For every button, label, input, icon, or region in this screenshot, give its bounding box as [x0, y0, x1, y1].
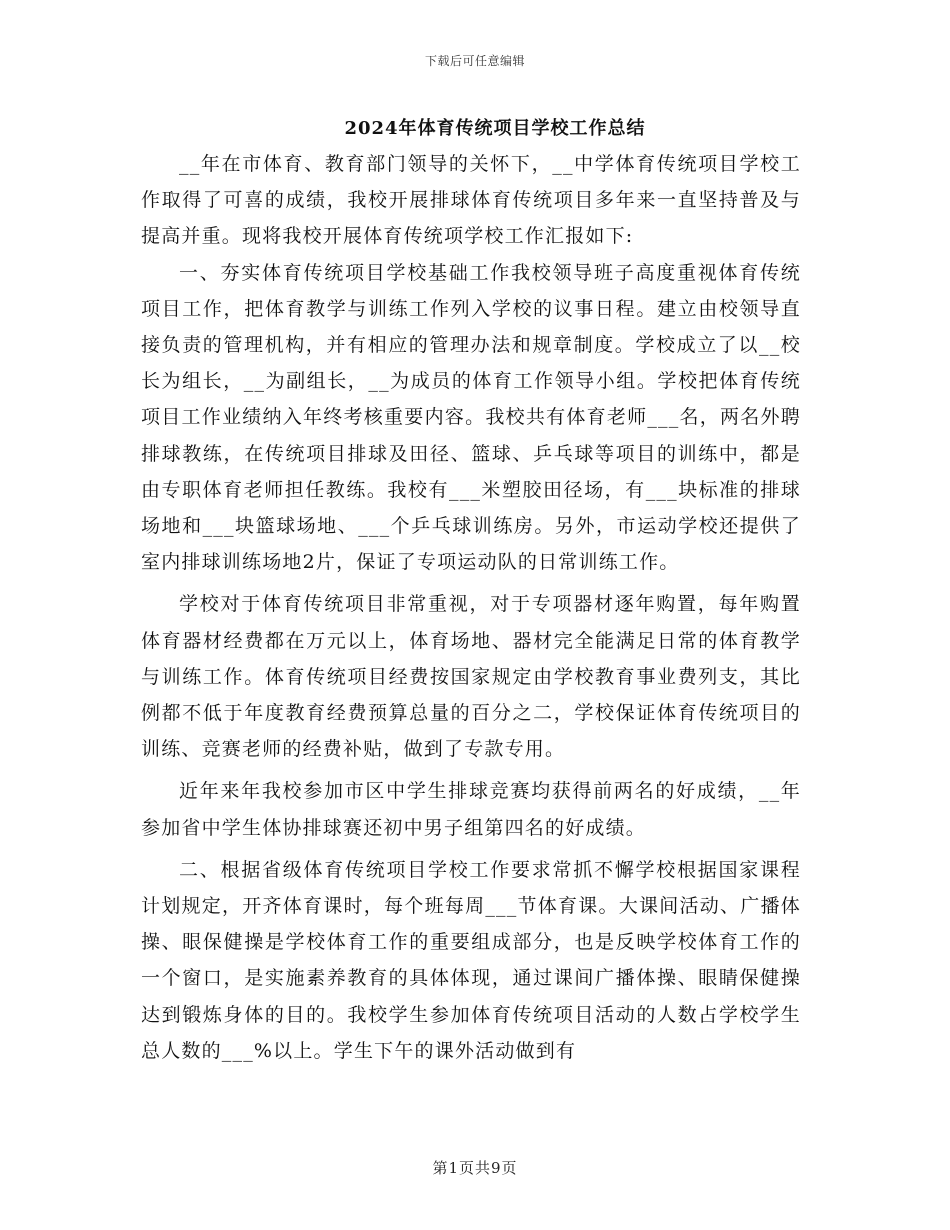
page-number: 第1页共9页 [432, 1159, 518, 1177]
paragraph-equipment: 学校对于体育传统项目非常重视，对于专项器材逐年购置，每年购置体育器材经费都在万元以上，体育场地、器材完全能满足日常的体育教学与训练工作。体育传统项目经费按国家规定由学校教育事业费列支，其比例都不低于年度教育经费预算总量的百分之二，学校保证体育传统项目的训练、竞赛老师的经费补贴，做到了专款专用。 [141, 593, 801, 761]
page-header-note: 下载后可任意编辑 [424, 54, 525, 68]
paragraph-section-two: 二、根据省级体育传统项目学校工作要求常抓不懈学校根据国家课程计划规定，开齐体育课时，每个班每周___节体育课。大课间活动、广播体操、眼保健操是学校体育工作的重要组成部分，也是反映学校体育工作的一个窗口，是实施素养教育的具体体现，通过课间广播体操、眼睛保健操达到锻炼身体的目的。我校学生参加体育传统项目活动的人数占学校学生总人数的___%以上。学生下午的课外活动做到有 [141, 858, 801, 1062]
paragraph-achievements: 近年来年我校参加市区中学生排球竞赛均获得前两名的好成绩，__年参加省中学生体协排球赛还初中男子组第四名的好成绩。 [141, 780, 801, 839]
paragraph-section-one: 一、夯实体育传统项目学校基础工作我校领导班子高度重视体育传统项目工作，把体育教学与训练工作列入学校的议事日程。建立由校领导直接负责的管理机构，并有相应的管理办法和规章制度。学校成立了以__校长为组长，__为副组长，__为成员的体育工作领导小组。学校把体育传统项目工作业绩纳入年终考核重要内容。我校共有体育老师___名，两名外聘排球教练，在传统项目排球及田径、篮球、乒乓球等项目的训练中，都是由专职体育老师担任教练。我校有___米塑胶田径场，有___块标准的排球场地和___块篮球场地、___个乒乓球训练房。另外，市运动学校还提供了室内排球训练场地2片，保证了专项运动队的日常训练工作。 [141, 261, 801, 574]
paragraph-intro: __年在市体育、教育部门领导的关怀下，__中学体育传统项目学校工作取得了可喜的成绩，我校开展排球体育传统项目多年来一直坚持普及与提高并重。现将我校开展体育传统项学校工作汇报如下: [141, 153, 801, 248]
document-title: 2024年体育传统项目学校工作总结 [344, 118, 646, 139]
document-body [141, 146, 801, 1069]
